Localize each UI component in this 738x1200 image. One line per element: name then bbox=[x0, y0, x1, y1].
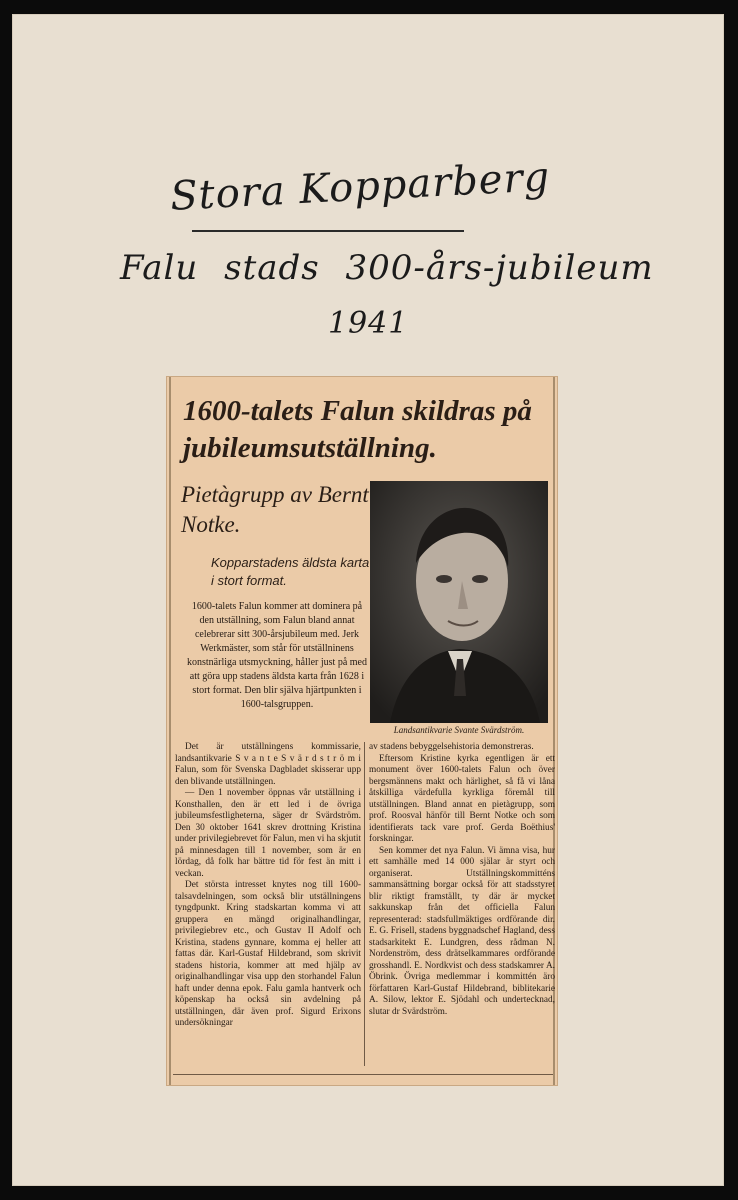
handwritten-title: Stora Kopparberg bbox=[169, 154, 552, 220]
handwritten-year: 1941 bbox=[328, 306, 409, 341]
photo-caption: Landsantikvarie Svante Svärdström. bbox=[393, 725, 525, 735]
clipping-left-edge bbox=[169, 377, 171, 1085]
article-subheading: Pietàgrupp av Bernt Notke. bbox=[181, 482, 369, 537]
paragraph: av stadens bebyggelsehistoria demonstreras. bbox=[369, 742, 534, 752]
article-headline: 1600-talets Falun skildras på jubileumsutställning. bbox=[183, 395, 532, 464]
article-column-right bbox=[369, 742, 555, 1018]
article-subheading-2: Kopparstadens äldsta karta i stort format. bbox=[211, 555, 370, 588]
clipping-bottom-rule bbox=[173, 1074, 553, 1075]
paragraph: Det största intresset knytes nog till 1600-talsavdelningen, som också blir utställningens tyngdpunkt. Kring stadskartan komma vi att gruppera en mängd originalhandlingar, privilegiebrev etc., och Gustav II Adolf och Kristina, stadens gynnare, komma ej heller att fattas där. Karl-Gustaf Hildebrand, som skrivit stadens historia, kommer att med hjälp av originalhandlingar visa upp den storhandel Falun haft under denna epok. Falu gamla hantverk och köpenskap ha också sin avdelning på utställningen, där även prof. Sigurd Erixons undersökningar bbox=[175, 880, 361, 1028]
newspaper-clipping bbox=[167, 377, 557, 1085]
paragraph: Eftersom Kristine kyrka egentligen är ett monument över 1600-talets Falun och över bergsmännens makt och härlighet, så få vi låna åtskilliga värdefulla kyrkliga föremål till utställningen. Bland annat en pietàgrupp, som prof. Roosval hänför till Bernt Notke och som identifierats tack vare prof. Gerda Boëthius' forskningar. bbox=[369, 753, 555, 844]
portrait-photo bbox=[370, 481, 548, 723]
paragraph: Det är utställningens kommissarie, landsantikvarie S v a n t e S v ä r d s t r ö m i Falun, som för Svenska Dagbladet skisserar upp den blivande utställningen. bbox=[175, 742, 361, 787]
handwritten-subtitle: Falu stads 300-års-jubileum bbox=[120, 248, 654, 288]
handwritten-underline bbox=[192, 230, 464, 232]
article-lead: 1600-talets Falun kommer att dominera på den utställning, som Falun bland annat celebrerar sitt 300-årsjubileum med. Jerk Werkmäster, som står för utställninens konstnärliga utsmyckning, håller just på med att göra upp stadens äldsta karta från 1628 i stort format. Den blir själva hjärtpunkten i 1600-talsgruppen. bbox=[187, 601, 367, 710]
portrait-image bbox=[370, 481, 548, 723]
paragraph: — Den 1 november öppnas vår utställning i Konsthallen, den är ett led i de övriga jubileumsfestligheterna, säger dr Svärdström. Den 30 oktober 1641 skrev drottning Kristina under privilegiebrevet för Falun, men vi ha skjutit på minnesdagen till 1 november, som är en lördag, då folk har bättre tid för fest än mitt i veckan. bbox=[175, 788, 361, 879]
article-column-left bbox=[175, 742, 361, 1030]
paragraph: Sen kommer det nya Falun. Vi ämna visa, hur ett samhälle med 14 000 själar är styrt och organiserat. Utställningskommitténs sammansättning borgar också för att stadsstyret blir riktigt framställt, ty där är mycket sakkunskap från det officiella Falun representerad: stadsfullmäktiges ordförande dir. E. G. Frisell, stadens byggnadschef Hagland, dess stadsarkitekt E. Lundgren, dess rådman N. Nordenström, dess drätselkammares ordförande grosshandl. E. Nordkvist och dess stadskamrer A. Öbrink. Övriga medlemmar i kommittén äro författaren Karl-Gustaf Hildebrand, biblitekarie A. Silow, lektor E. Sjödahl och undertecknad, slutar dr Svärdström. bbox=[369, 845, 555, 1017]
column-divider bbox=[364, 742, 365, 1066]
